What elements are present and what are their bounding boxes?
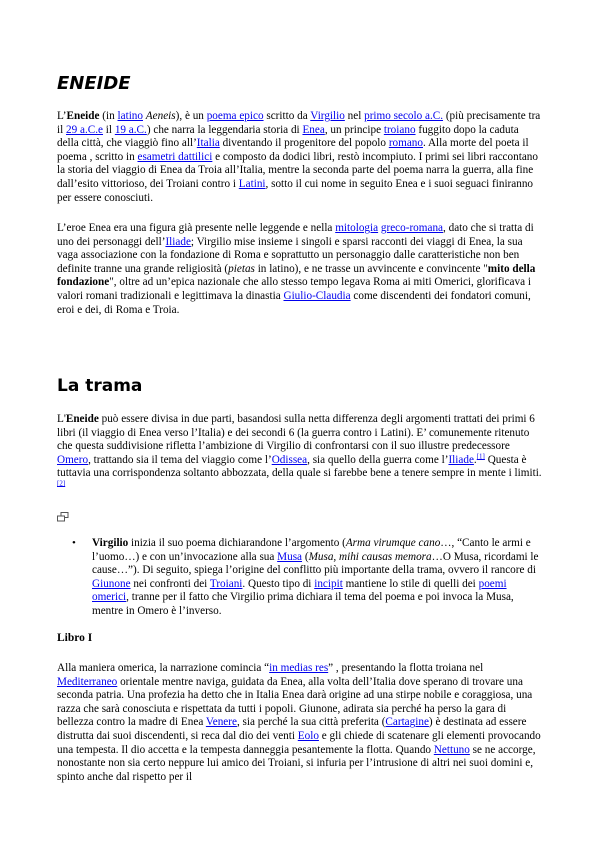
italic-term: Arma virumque cano [345, 537, 441, 549]
link-odissea[interactable]: Odissea [271, 453, 308, 466]
bold-term: Eneide [65, 413, 99, 425]
link-eolo[interactable]: Eolo [297, 729, 319, 742]
text: (in [99, 110, 118, 122]
text: nel [344, 110, 365, 122]
text: ", oltre ad un’epica nazionale che allo stesso tempo legava Roma ai miti Omerici, glorificava i valori romani tradizionali e legittimava la dinastia [57, 276, 531, 302]
text: , tranne per il fatto che Virgilio prima dichiara il tema del poema e poi invoca la Musa, mentre in Omero è l’inverso. [92, 591, 514, 617]
link-nettuno[interactable]: Nettuno [433, 743, 470, 756]
text: …O Musa, ricordami le cause…”). Di seguito, spiega l’origine del conflitto più importante della trama, ovvero il rancore di [92, 550, 539, 577]
text: in latino), e ne trasse un avvincente e convincente " [254, 262, 488, 275]
link-cartagine[interactable]: Cartagine [385, 716, 429, 729]
link-latino[interactable]: latino [117, 110, 143, 122]
text: , dato che si tratta di uno dei personaggi dell’ [57, 222, 534, 248]
link-poema-epico[interactable]: poema epico [206, 110, 264, 122]
link-mitologia[interactable]: mitologia [335, 222, 379, 234]
text: ), è un [175, 110, 207, 122]
text: e composto da dodici libri, restò incompiuto. I primi sei libri raccontano la storia del viaggio di Enea da Troia all’Italia, mentre la seconda parte del poema narra la guerra, alla fine dall’esito vittorioso, dei Troiani contro i [57, 150, 538, 190]
text: diventando il progenitore del popolo [219, 137, 389, 150]
text: ) è destinata ad essere distrutta dai suoi discendenti, si reca dal dio dei venti [57, 716, 527, 742]
text: ) che narra la leggendaria storia di [146, 123, 303, 136]
link-in-medias-res[interactable]: in medias res [269, 662, 329, 674]
link-omero[interactable]: Omero [57, 453, 89, 466]
link-venere[interactable]: Venere [205, 716, 237, 729]
footnote-link-1[interactable]: [1] [476, 452, 485, 461]
link-enea[interactable]: Enea [302, 123, 325, 136]
bullet-dot-icon: • [72, 537, 76, 549]
text: e gli chiede di scatenare gli elementi provocando una tempesta. Il dio accetta e la tempesta danneggia pesantemente la flotta. Quando [57, 729, 541, 756]
text: , un principe [324, 123, 384, 136]
italic-term: Musa, mihi causas memora [308, 550, 432, 563]
intro-paragraph [57, 110, 542, 205]
text: come discendenti dei fondatori comuni, eroi e dei, di Roma e Troia. [57, 289, 531, 316]
link-virgilio[interactable]: Virgilio [310, 110, 345, 122]
text: (più precisamente tra il [57, 110, 541, 136]
link-musa[interactable]: Musa [277, 550, 303, 563]
text: fuggito dopo la caduta della città, che viaggiò fino all’ [57, 123, 519, 150]
text: il [103, 123, 115, 136]
link-troiano[interactable]: troiano [383, 123, 416, 136]
text: se ne accorge, nonostante non sia certo neppure lui amico dei Troiani, si infuria per l’intrusione di altri nei suoi domini e, spinto anche dal rispetto per il [57, 743, 536, 783]
link-giunone[interactable]: Giunone [92, 577, 131, 590]
link-iliade[interactable]: Iliade [165, 235, 191, 248]
bold-term: Eneide [66, 110, 100, 122]
text: . Questo tipo di [242, 577, 315, 590]
text: , sia perché la sua città preferita ( [236, 716, 386, 729]
page-title: ENEIDE [57, 73, 131, 94]
link-primo-secolo[interactable]: primo secolo a.C. [364, 110, 444, 122]
text: può essere divisa in due parti, basandosi sulla netta differenza degli argomenti trattati dei primi 6 libri (il viaggio di Enea verso l’Italia) e dei secondi 6 (la guerra contro i Latini). E’ comunemente ritenuto che questa suddivisione rifletta l’ambizione di Virgilio di confrontarsi con il suo illustre predecessore [57, 413, 535, 453]
bold-term: mito della fondazione [57, 262, 536, 289]
text: Questa è tuttavia una corrispondenza soltanto abbozzata, della quale si farebbe bene a tenere sempre in mente i limiti. [57, 453, 542, 480]
book-one-paragraph [57, 662, 542, 784]
text: , trattando sia il tema del viaggio come l’ [88, 453, 272, 466]
link-iliade-2[interactable]: Iliade [448, 453, 474, 466]
text: inizia il suo poema dichiarandone l’argomento ( [128, 537, 346, 549]
text: . Alla morte del poeta il poema , scritto in [57, 137, 529, 163]
link-29-ac[interactable]: 29 a.C.e [66, 123, 103, 136]
text: nei confronti dei [130, 577, 210, 590]
link-19-ac[interactable]: 19 a.C. [114, 123, 147, 136]
sub-heading: Libro I [57, 632, 93, 644]
text: . [473, 453, 477, 466]
bold-term: Virgilio [92, 537, 129, 549]
section-heading: La trama [57, 376, 143, 396]
link-giulio-claudia[interactable]: Giulio-Claudia [283, 289, 351, 302]
link-esametri-dattilici[interactable]: esametri dattilici [137, 150, 213, 163]
link-incipit[interactable]: incipit [314, 577, 343, 590]
text: ; Virgilio mise insieme i singoli e sparsi racconti dei viaggi di Enea, la sua vaga associazione con la fondazione di Roma e soprattutto un personaggio dalle caratteristiche non ben definite tranne una grande religiosità ( [57, 235, 523, 275]
plot-paragraph [57, 413, 542, 495]
link-poemi-omerici[interactable]: poemi omerici [92, 577, 507, 604]
link-troiani[interactable]: Troiani [209, 577, 243, 590]
link-mediterraneo[interactable]: Mediterraneo [57, 675, 118, 688]
text: Alla maniera omerica, la narrazione comincia “ [57, 662, 270, 674]
hero-paragraph [57, 222, 542, 317]
link-romano[interactable]: romano [388, 137, 423, 150]
text: L’ [57, 110, 67, 122]
text: , sia quello della guerra come l’ [307, 453, 449, 466]
link-latini[interactable]: Latini [238, 177, 266, 190]
text: …, “Canto le armi e l’uomo…) e con un’invocazione alla sua [92, 537, 531, 563]
list-item [92, 537, 542, 619]
link-greco-romana[interactable]: greco-romana [380, 222, 444, 234]
footnote-link-2[interactable]: [2] [57, 479, 66, 488]
text: ” , presentando la flotta troiana nel [328, 662, 484, 674]
text: L’eroe Enea era una figura già presente nelle leggende e nella [57, 222, 336, 234]
text: scritto da [263, 110, 311, 122]
italic-term: Aeneis [145, 110, 176, 122]
link-frame-icon[interactable] [57, 512, 69, 522]
text: mantiene lo stile di quelli dei [342, 577, 479, 590]
text: orientale mentre naviga, guidata da Enea, alla volta dell’Italia dove sperano di trovare una seconda patria. Una profezia ha detto che in Italia Enea darà origine ad una stirpe nobile e coraggiosa, una razza che sarà conosciuta e rispettata da tutti i popoli. Giunone, adirata sia perché ha perso la gara di bellezza contro la madre di Enea [57, 675, 533, 729]
text: ( [302, 550, 309, 563]
text: L' [57, 413, 66, 425]
italic-term: pietas [228, 262, 255, 275]
text: , sotto il cui nome in seguito Enea e i suoi seguaci finiranno per essere conosciuti. [57, 177, 534, 204]
link-italia[interactable]: Italia [196, 137, 220, 150]
